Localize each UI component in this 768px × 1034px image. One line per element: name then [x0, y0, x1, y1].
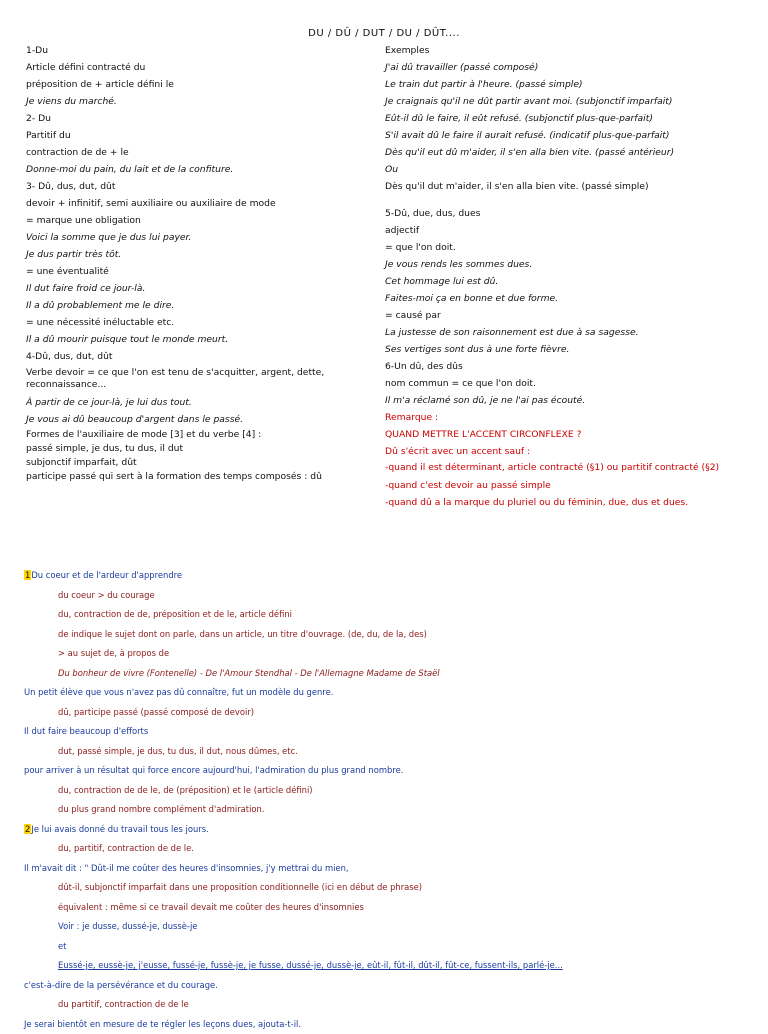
- right-line: La justesse de son raisonnement est due à sa sagesse.: [385, 324, 760, 341]
- example-text: de indique le sujet dont on parle, dans un article, un titre d'ouvrage. (de, du, de la, des): [58, 629, 427, 639]
- section-number-highlight: 1: [24, 570, 31, 580]
- example-text: équivalent : même si ce travail devait me coûter des heures d'insomnies: [58, 902, 364, 912]
- right-line: 6-Un dû, des dûs: [385, 358, 760, 375]
- left-line: Partitif du: [26, 127, 376, 144]
- example-text: > au sujet de, à propos de: [58, 648, 169, 658]
- example-text: Je serai bientôt en mesure de te régler les leçons dues, ajouta-t-il.: [24, 1019, 301, 1029]
- example-line: [24, 742, 764, 762]
- example-text: Il dut faire beaucoup d'efforts: [24, 726, 148, 736]
- right-line: Cet hommage lui est dû.: [385, 273, 760, 290]
- right-line: J'ai dû travailler (passé composé): [385, 59, 760, 76]
- right-line: Dû s'écrit avec un accent sauf :: [385, 443, 760, 460]
- left-line: Donne-moi du pain, du lait et de la confiture.: [26, 161, 376, 178]
- left-line: subjonctif imparfait, dût: [26, 456, 376, 470]
- example-text: du partitif, contraction de de le: [58, 999, 189, 1009]
- example-line: [24, 722, 764, 742]
- example-line: [24, 859, 764, 879]
- right-line: = causé par: [385, 307, 760, 324]
- example-line: [24, 664, 764, 684]
- left-line: = marque une obligation: [26, 212, 376, 229]
- right-line: Ou: [385, 161, 760, 178]
- example-text: Du bonheur de vivre (Fontenelle) - De l'Amour Stendhal - De l'Allemagne Madame de Staël: [58, 668, 440, 678]
- examples-section: [24, 566, 764, 1034]
- example-text: dû, participe passé (passé composé de devoir): [58, 707, 254, 717]
- right-line: -quand dû a la marque du pluriel ou du féminin, due, dus et dues.: [385, 494, 760, 511]
- left-line: 1-Du: [26, 42, 376, 59]
- example-line: [24, 761, 764, 781]
- example-text: du, partitif, contraction de de le.: [58, 843, 194, 853]
- example-text: du, contraction de de le, de (préposition) et le (article défini): [58, 785, 313, 795]
- see-also-prefix: Voir :: [58, 921, 82, 931]
- left-line: Il a dû probablement me le dire.: [26, 297, 376, 314]
- example-line: [24, 976, 764, 996]
- left-line: préposition de + article défini le: [26, 76, 376, 93]
- left-column: [26, 42, 376, 484]
- left-line: Il a dû mourir puisque tout le monde meurt.: [26, 331, 376, 348]
- example-line: [24, 1015, 764, 1034]
- right-line: QUAND METTRE L'ACCENT CIRCONFLEXE ?: [385, 426, 760, 443]
- right-line: = que l'on doit.: [385, 239, 760, 256]
- right-line: Dès qu'il eut dû m'aider, il s'en alla bien vite. (passé antérieur): [385, 144, 760, 161]
- example-text: Il m'avait dit : " Dût-il me coûter des heures d'insomnies, j'y mettrai du mien,: [24, 863, 349, 873]
- example-line: [24, 839, 764, 859]
- right-line: Remarque :: [385, 409, 760, 426]
- left-line: passé simple, je dus, tu dus, il dut: [26, 442, 376, 456]
- example-text: Je lui avais donné du travail tous les jours.: [31, 824, 208, 834]
- left-line: = une éventualité: [26, 263, 376, 280]
- page-title: DU / DÛ / DUT / DU / DÛT....: [0, 28, 768, 39]
- left-line: 2- Du: [26, 110, 376, 127]
- left-line: Verbe devoir = ce que l'on est tenu de s'acquitter, argent, dette, reconnaissance...: [26, 367, 376, 391]
- example-line: [24, 956, 764, 976]
- left-line: participe passé qui sert à la formation des temps composés : dû: [26, 470, 376, 484]
- example-line: [24, 683, 764, 703]
- right-line: adjectif: [385, 222, 760, 239]
- left-line: Voici la somme que je dus lui payer.: [26, 229, 376, 246]
- left-line: contraction de de + le: [26, 144, 376, 161]
- left-line: Je viens du marché.: [26, 93, 376, 110]
- right-line: Exemples: [385, 42, 760, 59]
- right-line: 5-Dû, due, dus, dues: [385, 205, 760, 222]
- left-line: 3- Dû, dus, dut, dût: [26, 178, 376, 195]
- left-line: Formes de l'auxiliaire de mode [3] et du verbe [4] :: [26, 428, 376, 442]
- example-line: [24, 566, 764, 586]
- example-line: [24, 995, 764, 1015]
- right-line: S'il avait dû le faire il aurait refusé. (indicatif plus-que-parfait): [385, 127, 760, 144]
- example-line: [24, 644, 764, 664]
- left-line: devoir + infinitif, semi auxiliaire ou auxiliaire de mode: [26, 195, 376, 212]
- example-line: [24, 781, 764, 801]
- example-text: et: [58, 941, 66, 951]
- right-line: nom commun = ce que l'on doit.: [385, 375, 760, 392]
- example-text: Un petit élève que vous n'avez pas dû connaître, fut un modèle du genre.: [24, 687, 333, 697]
- left-line: Je vous ai dû beaucoup d'argent dans le passé.: [26, 411, 376, 428]
- right-line: Je craignais qu'il ne dût partir avant moi. (subjonctif imparfait): [385, 93, 760, 110]
- right-line: -quand c'est devoir au passé simple: [385, 477, 760, 494]
- example-text: je dusse, dussé-je, dussè-je: [82, 921, 197, 931]
- example-text: du plus grand nombre complément d'admiration.: [58, 804, 265, 814]
- left-line: Je dus partir très tôt.: [26, 246, 376, 263]
- left-line: = une nécessité inéluctable etc.: [26, 314, 376, 331]
- example-line: [24, 605, 764, 625]
- left-line: À partir de ce jour-là, je lui dus tout.: [26, 394, 376, 411]
- left-line: Article défini contracté du: [26, 59, 376, 76]
- example-line: [24, 820, 764, 840]
- example-line: [24, 878, 764, 898]
- example-text: du, contraction de de, préposition et de le, article défini: [58, 609, 292, 619]
- example-line: [24, 800, 764, 820]
- example-line: [24, 703, 764, 723]
- left-line: Il dut faire froid ce jour-là.: [26, 280, 376, 297]
- example-text: Eussé-je, eussè-je, j'eusse, fussé-je, fussè-je, je fusse, dussé-je, dussè-je, eût-il, fût-il, dût-il, fût-ce, fussent-ils, parlé-je...: [58, 960, 563, 970]
- example-text: dut, passé simple, je dus, tu dus, il dut, nous dûmes, etc.: [58, 746, 298, 756]
- example-line: [24, 625, 764, 645]
- right-column: [385, 42, 760, 511]
- right-line: Il m'a réclamé son dû, je ne l'ai pas écouté.: [385, 392, 760, 409]
- right-line: Dès qu'il dut m'aider, il s'en alla bien vite. (passé simple): [385, 178, 760, 195]
- example-line: [24, 586, 764, 606]
- left-line: 4-Dû, dus, dut, dût: [26, 348, 376, 365]
- right-line: Faites-moi ça en bonne et due forme.: [385, 290, 760, 307]
- section-number-highlight: 2: [24, 824, 31, 834]
- right-line: -quand il est déterminant, article contracté (§1) ou partitif contracté (§2): [385, 462, 760, 474]
- example-line: [24, 898, 764, 918]
- example-text: dût-il, subjonctif imparfait dans une proposition conditionnelle (ici en début de phrase): [58, 882, 422, 892]
- example-text: du coeur > du courage: [58, 590, 155, 600]
- right-line: Ses vertiges sont dus à une forte fièvre.: [385, 341, 760, 358]
- example-text: Du coeur et de l'ardeur d'apprendre: [31, 570, 182, 580]
- example-line: [24, 937, 764, 957]
- example-text: c'est-à-dire de la persévérance et du courage.: [24, 980, 218, 990]
- example-line: [24, 917, 764, 937]
- example-text: pour arriver à un résultat qui force encore aujourd'hui, l'admiration du plus grand nombre.: [24, 765, 403, 775]
- right-line: Le train dut partir à l'heure. (passé simple): [385, 76, 760, 93]
- right-line: [385, 195, 760, 205]
- right-line: Eût-il dû le faire, il eût refusé. (subjonctif plus-que-parfait): [385, 110, 760, 127]
- right-line: Je vous rends les sommes dues.: [385, 256, 760, 273]
